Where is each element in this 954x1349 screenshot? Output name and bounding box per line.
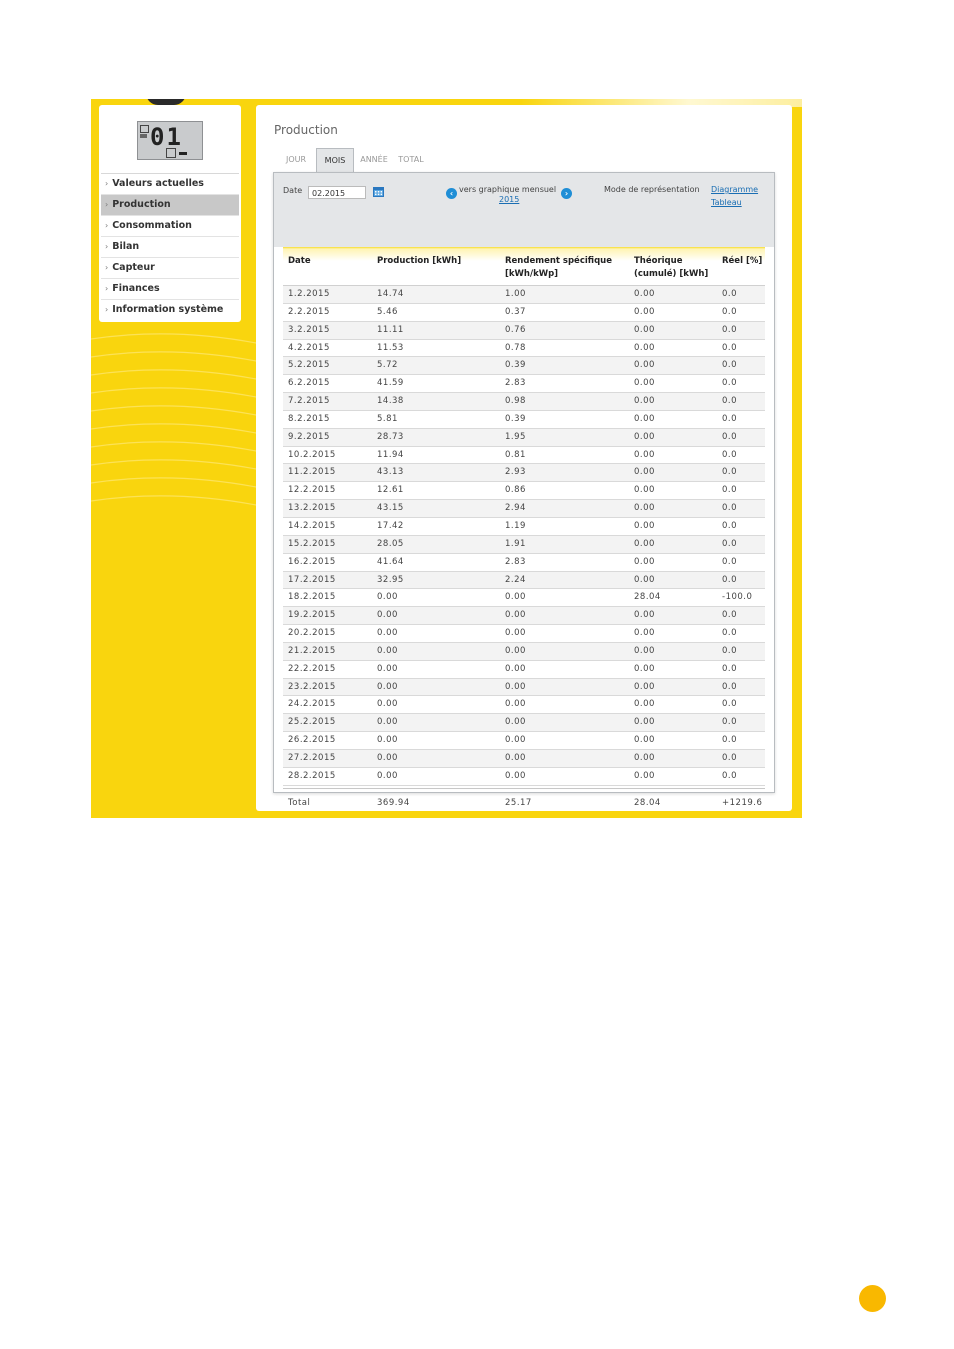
table-row bbox=[283, 375, 765, 393]
cell-production: 5.72 bbox=[377, 360, 398, 371]
total-label: Total bbox=[288, 797, 311, 808]
cell-theorique: 0.00 bbox=[634, 681, 655, 692]
cell-rendement: 0.76 bbox=[505, 324, 526, 335]
cell-reel: 0.0 bbox=[722, 556, 738, 567]
cell-production: 41.59 bbox=[377, 378, 404, 389]
cell-date: 26.2.2015 bbox=[288, 735, 336, 746]
cell-date: 19.2.2015 bbox=[288, 610, 336, 621]
table-row bbox=[283, 661, 765, 679]
year-link[interactable]: 2015 bbox=[499, 195, 520, 204]
cell-production: 12.61 bbox=[377, 485, 404, 496]
cell-theorique: 0.00 bbox=[634, 663, 655, 674]
background-waves bbox=[91, 329, 256, 629]
sidebar-item-label: Consommation bbox=[112, 220, 192, 231]
cell-production: 11.94 bbox=[377, 449, 404, 460]
cell-rendement: 0.00 bbox=[505, 645, 526, 656]
cell-reel: 0.0 bbox=[722, 699, 738, 710]
cell-theorique: 0.00 bbox=[634, 360, 655, 371]
cell-date: 25.2.2015 bbox=[288, 717, 336, 728]
cell-date: 16.2.2015 bbox=[288, 556, 336, 567]
cell-date: 2.2.2015 bbox=[288, 306, 330, 317]
total-theorique: 28.04 bbox=[634, 797, 661, 808]
cell-theorique: 0.00 bbox=[634, 485, 655, 496]
cell-theorique: 0.00 bbox=[634, 610, 655, 621]
table-body bbox=[283, 286, 765, 786]
header-date: Date bbox=[288, 256, 311, 266]
cell-date: 1.2.2015 bbox=[288, 289, 330, 299]
content-box bbox=[273, 172, 775, 808]
cell-date: 15.2.2015 bbox=[288, 538, 336, 549]
cell-rendement: 2.94 bbox=[505, 503, 526, 514]
cell-production: 17.42 bbox=[377, 520, 404, 531]
chevron-right-icon: › bbox=[105, 200, 109, 209]
cell-reel: 0.0 bbox=[722, 306, 738, 317]
cell-reel: 0.0 bbox=[722, 289, 738, 299]
tab-jour[interactable]: JOUR bbox=[285, 155, 307, 164]
cell-theorique: 0.00 bbox=[634, 717, 655, 728]
table-link[interactable]: Tableau bbox=[711, 198, 742, 207]
cell-production: 0.00 bbox=[377, 717, 398, 728]
cell-production: 0.00 bbox=[377, 663, 398, 674]
table-row bbox=[283, 393, 765, 411]
cell-date: 3.2.2015 bbox=[288, 324, 330, 335]
cell-reel: 0.0 bbox=[722, 645, 738, 656]
table-row bbox=[283, 340, 765, 358]
header-rendement bbox=[505, 255, 612, 281]
cell-reel: 0.0 bbox=[722, 770, 738, 781]
cell-rendement: 1.95 bbox=[505, 431, 526, 442]
sidebar-item-consommation[interactable] bbox=[101, 215, 239, 236]
cell-date: 13.2.2015 bbox=[288, 503, 336, 514]
tab-total[interactable]: TOTAL bbox=[398, 155, 424, 164]
cell-production: 0.00 bbox=[377, 735, 398, 746]
tab-mois[interactable]: MOIS bbox=[316, 148, 354, 173]
cell-production: 5.46 bbox=[377, 306, 398, 317]
cell-date: 11.2.2015 bbox=[288, 467, 336, 478]
table-row bbox=[283, 500, 765, 518]
chevron-right-icon: › bbox=[105, 284, 109, 293]
cell-theorique: 0.00 bbox=[634, 699, 655, 710]
cell-reel: -100.0 bbox=[722, 592, 753, 603]
cell-date: 21.2.2015 bbox=[288, 645, 336, 656]
cell-production: 11.11 bbox=[377, 324, 404, 335]
cell-reel: 0.0 bbox=[722, 628, 738, 639]
cell-rendement: 0.78 bbox=[505, 342, 526, 353]
sidebar-item-label: Valeurs actuelles bbox=[112, 178, 204, 189]
chevron-right-icon: › bbox=[105, 263, 109, 272]
total-rendement: 25.17 bbox=[505, 797, 532, 808]
cell-rendement: 0.00 bbox=[505, 628, 526, 639]
table-row bbox=[283, 411, 765, 429]
cell-rendement: 0.86 bbox=[505, 485, 526, 496]
display-dots-icon bbox=[179, 152, 187, 155]
table-row bbox=[283, 482, 765, 500]
table-row bbox=[283, 357, 765, 375]
table-row bbox=[283, 518, 765, 536]
date-input[interactable]: 02.2015 bbox=[308, 186, 366, 199]
cell-theorique: 0.00 bbox=[634, 628, 655, 639]
table-row bbox=[283, 589, 765, 607]
cell-date: 8.2.2015 bbox=[288, 413, 330, 424]
cell-reel: 0.0 bbox=[722, 574, 738, 585]
cell-rendement: 1.91 bbox=[505, 538, 526, 549]
cell-rendement: 0.00 bbox=[505, 752, 526, 763]
sidebar-item-capteur[interactable] bbox=[101, 257, 239, 278]
chevron-right-icon: › bbox=[105, 221, 109, 230]
sidebar-item-bilan[interactable] bbox=[101, 236, 239, 257]
date-label: Date bbox=[283, 186, 303, 195]
nav-text: vers graphique mensuel bbox=[459, 185, 557, 194]
table-row bbox=[283, 768, 765, 786]
display-battery-icon bbox=[140, 125, 149, 133]
cell-theorique: 0.00 bbox=[634, 645, 655, 656]
cell-theorique: 0.00 bbox=[634, 378, 655, 389]
cell-date: 23.2.2015 bbox=[288, 681, 336, 692]
cell-reel: 0.0 bbox=[722, 663, 738, 674]
table-row bbox=[283, 696, 765, 714]
cell-theorique: 0.00 bbox=[634, 396, 655, 407]
cell-theorique: 0.00 bbox=[634, 449, 655, 460]
display-grid-icon bbox=[166, 148, 176, 158]
cell-theorique: 0.00 bbox=[634, 503, 655, 514]
cell-date: 4.2.2015 bbox=[288, 342, 330, 353]
cell-reel: 0.0 bbox=[722, 538, 738, 549]
cell-reel: 0.0 bbox=[722, 342, 738, 353]
table-row bbox=[283, 625, 765, 643]
cell-rendement: 0.39 bbox=[505, 413, 526, 424]
sidebar-item-label: Bilan bbox=[112, 241, 140, 252]
cell-rendement: 0.00 bbox=[505, 592, 526, 603]
sidebar-item-label: Capteur bbox=[112, 262, 155, 273]
cell-rendement: 2.24 bbox=[505, 574, 526, 585]
cell-rendement: 1.19 bbox=[505, 520, 526, 531]
next-month-button[interactable] bbox=[561, 188, 572, 199]
cell-production: 41.64 bbox=[377, 556, 404, 567]
cell-date: 6.2.2015 bbox=[288, 378, 330, 389]
table-row bbox=[283, 536, 765, 554]
table-row bbox=[283, 429, 765, 447]
cell-date: 28.2.2015 bbox=[288, 770, 336, 781]
cell-production: 0.00 bbox=[377, 610, 398, 621]
total-production: 369.94 bbox=[377, 797, 410, 808]
header-rendement-line1: Rendement spécifique bbox=[505, 256, 612, 266]
cell-production: 0.00 bbox=[377, 681, 398, 692]
cell-reel: 0.0 bbox=[722, 449, 738, 460]
page-marker bbox=[859, 1285, 886, 1312]
header-theorique-line2: (cumulé) [kWh] bbox=[634, 269, 709, 279]
table-row bbox=[283, 714, 765, 732]
cell-production: 11.53 bbox=[377, 342, 404, 353]
total-reel: +1219.6 bbox=[722, 797, 763, 808]
cell-production: 5.81 bbox=[377, 413, 398, 424]
cell-production: 0.00 bbox=[377, 752, 398, 763]
cell-production: 43.15 bbox=[377, 503, 404, 514]
cell-theorique: 0.00 bbox=[634, 324, 655, 335]
mode-label: Mode de représentation bbox=[604, 185, 700, 194]
cell-production: 0.00 bbox=[377, 699, 398, 710]
cell-theorique: 0.00 bbox=[634, 413, 655, 424]
cell-theorique: 0.00 bbox=[634, 431, 655, 442]
header-rendement-line2: [kWh/kWp] bbox=[505, 269, 559, 279]
table-row bbox=[283, 304, 765, 322]
cell-date: 20.2.2015 bbox=[288, 628, 336, 639]
table-row bbox=[283, 572, 765, 590]
cell-rendement: 0.00 bbox=[505, 681, 526, 692]
cell-date: 14.2.2015 bbox=[288, 520, 336, 531]
cell-theorique: 28.04 bbox=[634, 592, 661, 603]
cell-date: 18.2.2015 bbox=[288, 592, 336, 603]
cell-rendement: 0.00 bbox=[505, 735, 526, 746]
table-row bbox=[283, 750, 765, 768]
table-row bbox=[283, 643, 765, 661]
chevron-left-icon: ‹ bbox=[449, 189, 454, 198]
calendar-icon[interactable] bbox=[373, 186, 384, 197]
cell-date: 22.2.2015 bbox=[288, 663, 336, 674]
toolbar-spacer bbox=[274, 217, 774, 247]
sidebar-item-label: Information système bbox=[112, 304, 224, 315]
cell-reel: 0.0 bbox=[722, 610, 738, 621]
header-theorique bbox=[634, 255, 708, 281]
table-row bbox=[283, 732, 765, 750]
cell-theorique: 0.00 bbox=[634, 770, 655, 781]
chevron-right-icon: › bbox=[105, 305, 109, 314]
cell-reel: 0.0 bbox=[722, 396, 738, 407]
table-row bbox=[283, 447, 765, 465]
cell-reel: 0.0 bbox=[722, 717, 738, 728]
cell-reel: 0.0 bbox=[722, 520, 738, 531]
header-production: Production [kWh] bbox=[377, 256, 462, 266]
cell-production: 0.00 bbox=[377, 770, 398, 781]
sidebar-item-label: Production bbox=[112, 199, 171, 210]
sidebar-item-information-systeme[interactable] bbox=[101, 299, 239, 320]
header-reel: Réel [%] bbox=[722, 256, 763, 266]
sidebar-menu bbox=[101, 173, 239, 320]
cell-reel: 0.0 bbox=[722, 752, 738, 763]
cell-production: 28.73 bbox=[377, 431, 404, 442]
sidebar-item-valeurs-actuelles[interactable] bbox=[101, 173, 239, 194]
cell-production: 28.05 bbox=[377, 538, 404, 549]
page-title: Production bbox=[274, 123, 338, 137]
cell-date: 27.2.2015 bbox=[288, 752, 336, 763]
cell-rendement: 0.00 bbox=[505, 663, 526, 674]
cell-theorique: 0.00 bbox=[634, 520, 655, 531]
cell-theorique: 0.00 bbox=[634, 752, 655, 763]
cell-reel: 0.0 bbox=[722, 324, 738, 335]
cell-rendement: 2.83 bbox=[505, 556, 526, 567]
table-row bbox=[283, 607, 765, 625]
cell-rendement: 0.00 bbox=[505, 717, 526, 728]
main-panel bbox=[256, 105, 792, 811]
cell-rendement: 0.98 bbox=[505, 396, 526, 407]
cell-production: 0.00 bbox=[377, 645, 398, 656]
cell-theorique: 0.00 bbox=[634, 289, 655, 299]
table-row bbox=[283, 554, 765, 572]
cell-rendement: 2.93 bbox=[505, 467, 526, 478]
cell-theorique: 0.00 bbox=[634, 538, 655, 549]
sidebar-item-finances[interactable] bbox=[101, 278, 239, 299]
table-row bbox=[283, 322, 765, 340]
cell-reel: 0.0 bbox=[722, 413, 738, 424]
cell-reel: 0.0 bbox=[722, 681, 738, 692]
cell-reel: 0.0 bbox=[722, 431, 738, 442]
cell-rendement: 0.39 bbox=[505, 360, 526, 371]
display-digits: 01 bbox=[150, 123, 183, 151]
cell-theorique: 0.00 bbox=[634, 467, 655, 478]
sidebar bbox=[99, 105, 241, 322]
sidebar-item-label: Finances bbox=[112, 283, 160, 294]
cell-production: 0.00 bbox=[377, 592, 398, 603]
table-header bbox=[283, 247, 765, 286]
cell-theorique: 0.00 bbox=[634, 556, 655, 567]
cell-date: 10.2.2015 bbox=[288, 449, 336, 460]
table-row bbox=[283, 286, 765, 304]
cell-rendement: 0.00 bbox=[505, 770, 526, 781]
cell-reel: 0.0 bbox=[722, 467, 738, 478]
header-theorique-line1: Théorique bbox=[634, 256, 683, 266]
cell-rendement: 0.37 bbox=[505, 306, 526, 317]
cell-date: 12.2.2015 bbox=[288, 485, 336, 496]
cell-production: 14.74 bbox=[377, 289, 404, 299]
chevron-right-icon: › bbox=[105, 242, 109, 251]
cell-theorique: 0.00 bbox=[634, 574, 655, 585]
cell-theorique: 0.00 bbox=[634, 735, 655, 746]
device-display bbox=[137, 121, 203, 160]
display-status-icon bbox=[140, 134, 147, 138]
tab-annee[interactable]: ANNÉE bbox=[360, 155, 388, 164]
previous-month-button[interactable] bbox=[446, 188, 457, 199]
cell-date: 24.2.2015 bbox=[288, 699, 336, 710]
cell-rendement: 0.00 bbox=[505, 610, 526, 621]
cell-theorique: 0.00 bbox=[634, 306, 655, 317]
cell-date: 7.2.2015 bbox=[288, 396, 330, 407]
table-row bbox=[283, 679, 765, 697]
table-row bbox=[283, 464, 765, 482]
chevron-right-icon: › bbox=[564, 189, 569, 198]
cell-rendement: 0.00 bbox=[505, 699, 526, 710]
cell-reel: 0.0 bbox=[722, 503, 738, 514]
cell-production: 43.13 bbox=[377, 467, 404, 478]
sidebar-item-production[interactable] bbox=[101, 194, 239, 215]
cell-production: 0.00 bbox=[377, 628, 398, 639]
cell-rendement: 0.81 bbox=[505, 449, 526, 460]
cell-reel: 0.0 bbox=[722, 485, 738, 496]
diagram-link[interactable]: Diagramme bbox=[711, 185, 759, 194]
cell-reel: 0.0 bbox=[722, 735, 738, 746]
toolbar bbox=[274, 173, 774, 217]
cell-date: 17.2.2015 bbox=[288, 574, 336, 585]
cell-reel: 0.0 bbox=[722, 378, 738, 389]
cell-date: 5.2.2015 bbox=[288, 360, 330, 371]
cell-production: 32.95 bbox=[377, 574, 404, 585]
cell-rendement: 1.00 bbox=[505, 289, 526, 299]
cell-theorique: 0.00 bbox=[634, 342, 655, 353]
total-row bbox=[283, 788, 765, 815]
cell-production: 14.38 bbox=[377, 396, 404, 407]
cell-reel: 0.0 bbox=[722, 360, 738, 371]
chevron-right-icon: › bbox=[105, 179, 109, 188]
production-table bbox=[283, 247, 765, 815]
cell-date: 9.2.2015 bbox=[288, 431, 330, 442]
cell-rendement: 2.83 bbox=[505, 378, 526, 389]
